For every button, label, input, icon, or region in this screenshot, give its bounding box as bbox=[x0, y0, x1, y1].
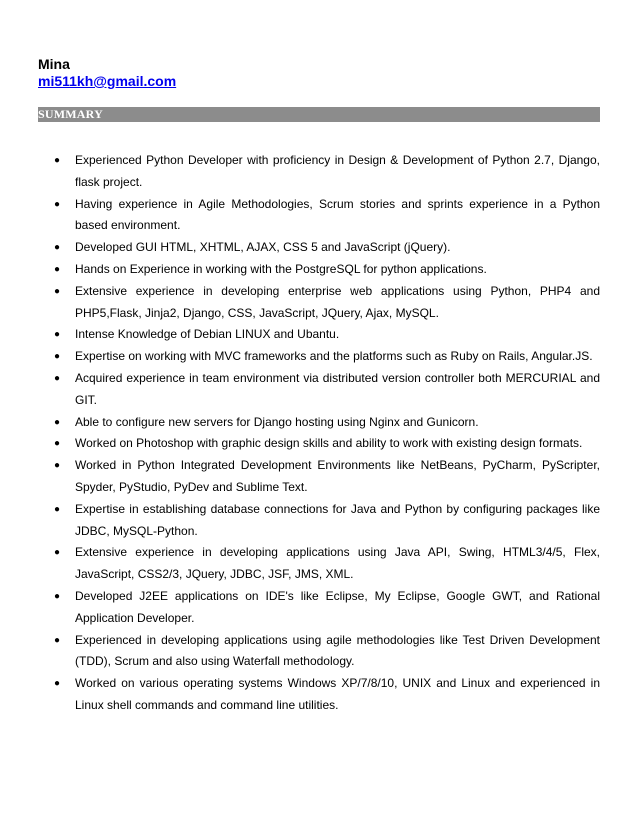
summary-item-text: Hands on Experience in working with the PostgreSQL for python applications. bbox=[75, 261, 487, 276]
summary-item bbox=[38, 281, 600, 325]
summary-item bbox=[38, 673, 600, 717]
summary-item bbox=[38, 433, 600, 455]
summary-section-bar bbox=[38, 107, 600, 122]
summary-item bbox=[38, 150, 600, 194]
summary-item bbox=[38, 455, 600, 499]
bullet-icon: ● bbox=[54, 329, 61, 341]
summary-item bbox=[38, 412, 600, 434]
summary-item-text: Developed GUI HTML, XHTML, AJAX, CSS 5 and JavaScript (jQuery). bbox=[75, 240, 451, 255]
summary-item bbox=[38, 368, 600, 412]
candidate-name: Mina bbox=[38, 56, 70, 72]
summary-item-text: Able to configure new servers for Django hosting using Nginx and Gunicorn. bbox=[75, 414, 479, 429]
summary-item bbox=[38, 499, 600, 543]
summary-item-text: Worked on Photoshop with graphic design skills and ability to work with existing design formats. bbox=[75, 436, 583, 451]
summary-item-text: Extensive experience in developing applications using Java API, Swing, HTML3/4/5, Flex, JavaScript, CSS2/3, JQuery, JDBC, JSF, JMS, XML. bbox=[75, 545, 600, 582]
summary-item-text: Intense Knowledge of Debian LINUX and Ubantu. bbox=[75, 327, 340, 342]
summary-list bbox=[38, 150, 600, 717]
summary-item-text: Extensive experience in developing enterprise web applications using Python, PHP4 and PHP5,Flask, Jinja2, Django, CSS, JavaScript, JQuery, Ajax, MySQL. bbox=[75, 283, 600, 320]
bullet-icon: ● bbox=[54, 242, 61, 254]
summary-item bbox=[38, 194, 600, 238]
summary-item-text: Expertise on working with MVC frameworks and the platforms such as Ruby on Rails, Angular.JS. bbox=[75, 349, 593, 364]
bullet-icon: ● bbox=[54, 198, 61, 210]
bullet-icon: ● bbox=[54, 416, 61, 428]
bullet-icon: ● bbox=[54, 351, 61, 363]
bullet-icon: ● bbox=[54, 285, 61, 297]
summary-item-text: Experienced Python Developer with proficiency in Design & Development of Python 2.7, Django, flask project. bbox=[75, 153, 600, 189]
summary-item bbox=[38, 259, 600, 281]
summary-item-text: Worked in Python Integrated Development Environments like NetBeans, PyCharm, PyScripter, Spyder, PyStudio, PyDev and Sublime Text. bbox=[75, 458, 600, 494]
summary-item-text: Acquired experience in team environment via distributed version controller both MERCURIAL and GIT. bbox=[75, 370, 600, 407]
summary-item-text: Worked on various operating systems Windows XP/7/8/10, UNIX and Linux and experienced in Linux shell commands and command line utilities. bbox=[75, 676, 600, 712]
bullet-icon: ● bbox=[54, 438, 61, 450]
email-link[interactable]: mi511kh@gmail.com bbox=[38, 73, 177, 89]
bullet-icon: ● bbox=[54, 372, 61, 384]
summary-item bbox=[38, 586, 600, 630]
bullet-icon: ● bbox=[54, 155, 61, 166]
bullet-icon: ● bbox=[54, 634, 61, 646]
bullet-icon: ● bbox=[54, 503, 61, 515]
bullet-icon: ● bbox=[54, 263, 61, 275]
summary-item-text: Experienced in developing applications using agile methodologies like Test Driven Development (TDD), Scrum and also using Waterfall methodology. bbox=[75, 632, 600, 669]
bullet-icon: ● bbox=[54, 590, 61, 602]
bullet-icon: ● bbox=[54, 547, 61, 559]
summary-item-text: Having experience in Agile Methodologies, Scrum stories and sprints experience in a Python based environment. bbox=[75, 196, 600, 233]
summary-item bbox=[38, 346, 600, 368]
summary-item bbox=[38, 542, 600, 586]
bullet-icon: ● bbox=[54, 678, 61, 690]
summary-item-text: Expertise in establishing database connections for Java and Python by configuring packages like JDBC, MySQL-Python. bbox=[75, 501, 600, 538]
summary-item bbox=[38, 630, 600, 674]
summary-item-text: Developed J2EE applications on IDE's like Eclipse, My Eclipse, Google GWT, and Rational Application Developer. bbox=[75, 588, 600, 625]
summary-section-title: SUMMARY bbox=[38, 107, 103, 121]
summary-item bbox=[38, 324, 600, 346]
bullet-icon: ● bbox=[54, 460, 61, 472]
summary-item bbox=[38, 237, 600, 259]
